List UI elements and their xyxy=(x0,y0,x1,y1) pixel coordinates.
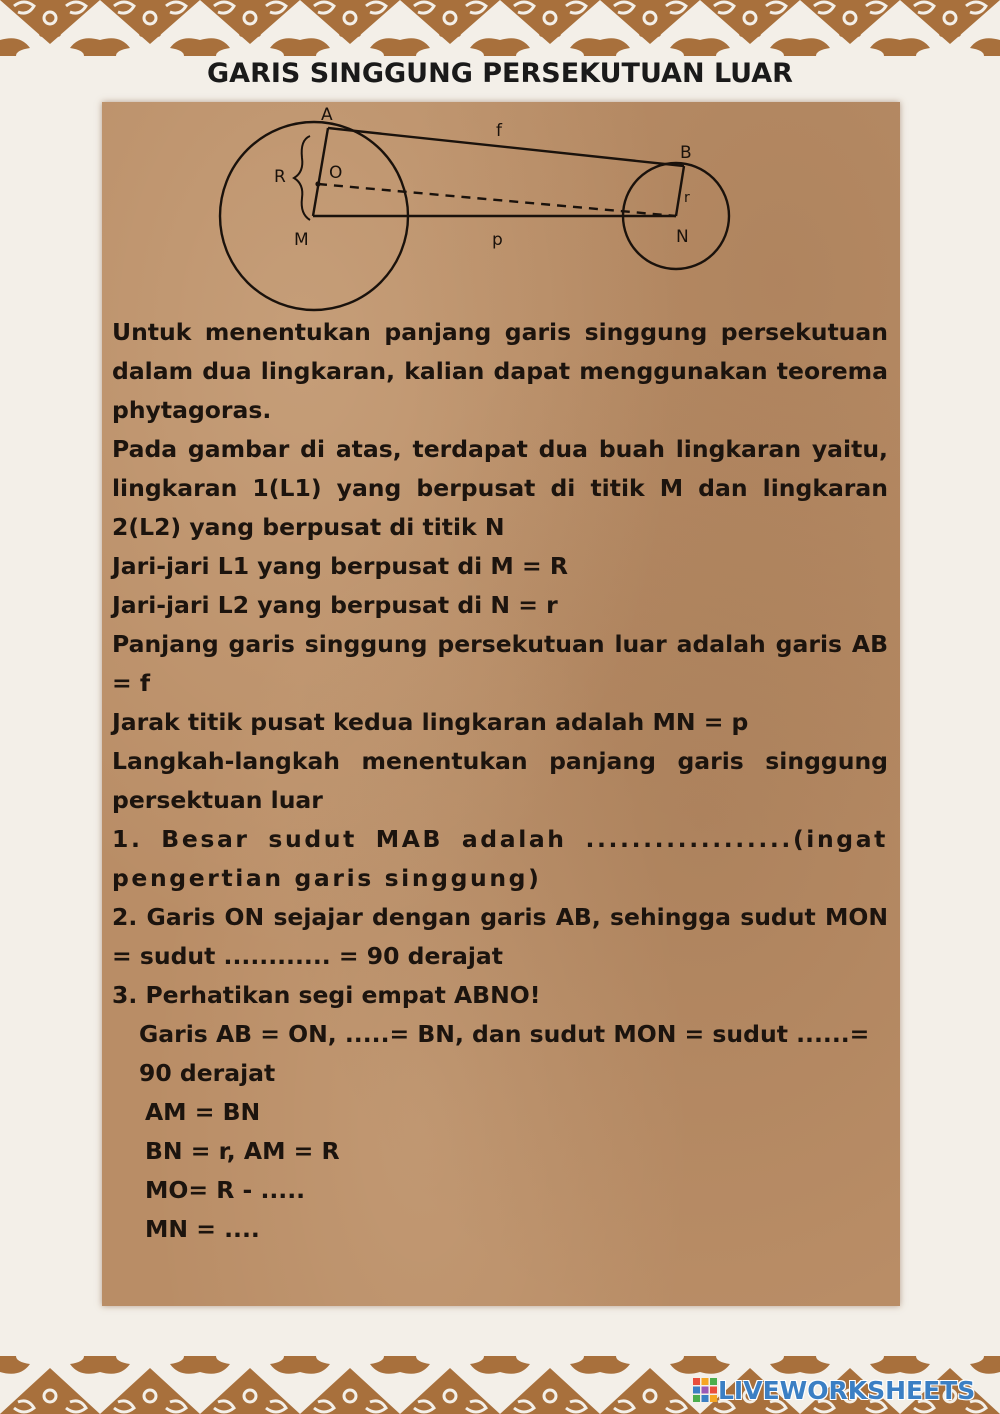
paragraph-tangent-length: Panjang garis singgung persekutuan luar adalah garis AB = f xyxy=(112,630,888,697)
dashed-line-on xyxy=(318,184,676,216)
equation-mn: MN = .... xyxy=(145,1215,260,1243)
step-2: 2. Garis ON sejajar dengan garis AB, sehingga sudut MON = sudut ............ = 90 derajat xyxy=(112,903,888,970)
label-b: B xyxy=(680,143,692,163)
tangent-circles-diagram xyxy=(214,104,734,316)
paragraph-steps-heading: Langkah-langkah menentukan panjang garis singgung persektuan luar xyxy=(112,747,888,814)
point-o xyxy=(315,181,320,186)
label-p: p xyxy=(492,230,503,250)
page-title: GARIS SINGGUNG PERSEKUTUAN LUAR xyxy=(207,58,793,89)
label-f: f xyxy=(496,121,502,141)
label-n: N xyxy=(676,227,689,247)
paragraph-radius-l2: Jari-jari L2 yang berpusat di N = r xyxy=(112,591,558,619)
label-o: O xyxy=(329,163,343,183)
liveworksheets-logo-text: LIVEWORKSHEETS xyxy=(718,1375,976,1405)
paragraph-intro: Untuk menentukan panjang garis singgung persekutuan dalam dua lingkaran, kalian dapat menggunakan teorema phytagoras. xyxy=(112,318,888,424)
step-1: 1. Besar sudut MAB adalah ..................(ingat pengertian garis singgung) xyxy=(112,825,888,892)
label-r-big: R xyxy=(274,167,286,187)
paragraph-radius-l1: Jari-jari L1 yang berpusat di M = R xyxy=(112,552,568,580)
brace-r xyxy=(294,136,310,220)
explanation-text xyxy=(112,313,888,1249)
equation-bn-am: BN = r, AM = R xyxy=(145,1137,340,1165)
batik-ornament-top xyxy=(0,0,1000,56)
liveworksheets-logo xyxy=(692,1374,975,1406)
top-ornamental-border xyxy=(0,0,1000,56)
step-3-detail: Garis AB = ON, .....= BN, dan sudut MON = sudut ......= 90 derajat xyxy=(139,1020,870,1087)
liveworksheets-grid-icon xyxy=(692,1377,718,1403)
paragraph-center-distance: Jarak titik pusat kedua lingkaran adalah MN = p xyxy=(112,708,749,736)
paragraph-figure-description: Pada gambar di atas, terdapat dua buah lingkaran yaitu, lingkaran 1(L1) yang berpusat di titik M dan lingkaran 2(L2) yang berpusat di titik N xyxy=(112,435,888,541)
radius-bn xyxy=(676,166,684,216)
radius-am xyxy=(313,128,328,216)
tangent-line-ab xyxy=(328,128,684,166)
label-m: M xyxy=(294,230,309,250)
label-r-small: r xyxy=(684,190,690,206)
equation-mo: MO= R - ..... xyxy=(145,1176,306,1204)
label-a: A xyxy=(321,105,333,125)
equation-am-bn: AM = BN xyxy=(145,1098,261,1126)
step-3: 3. Perhatikan segi empat ABNO! xyxy=(112,981,541,1009)
